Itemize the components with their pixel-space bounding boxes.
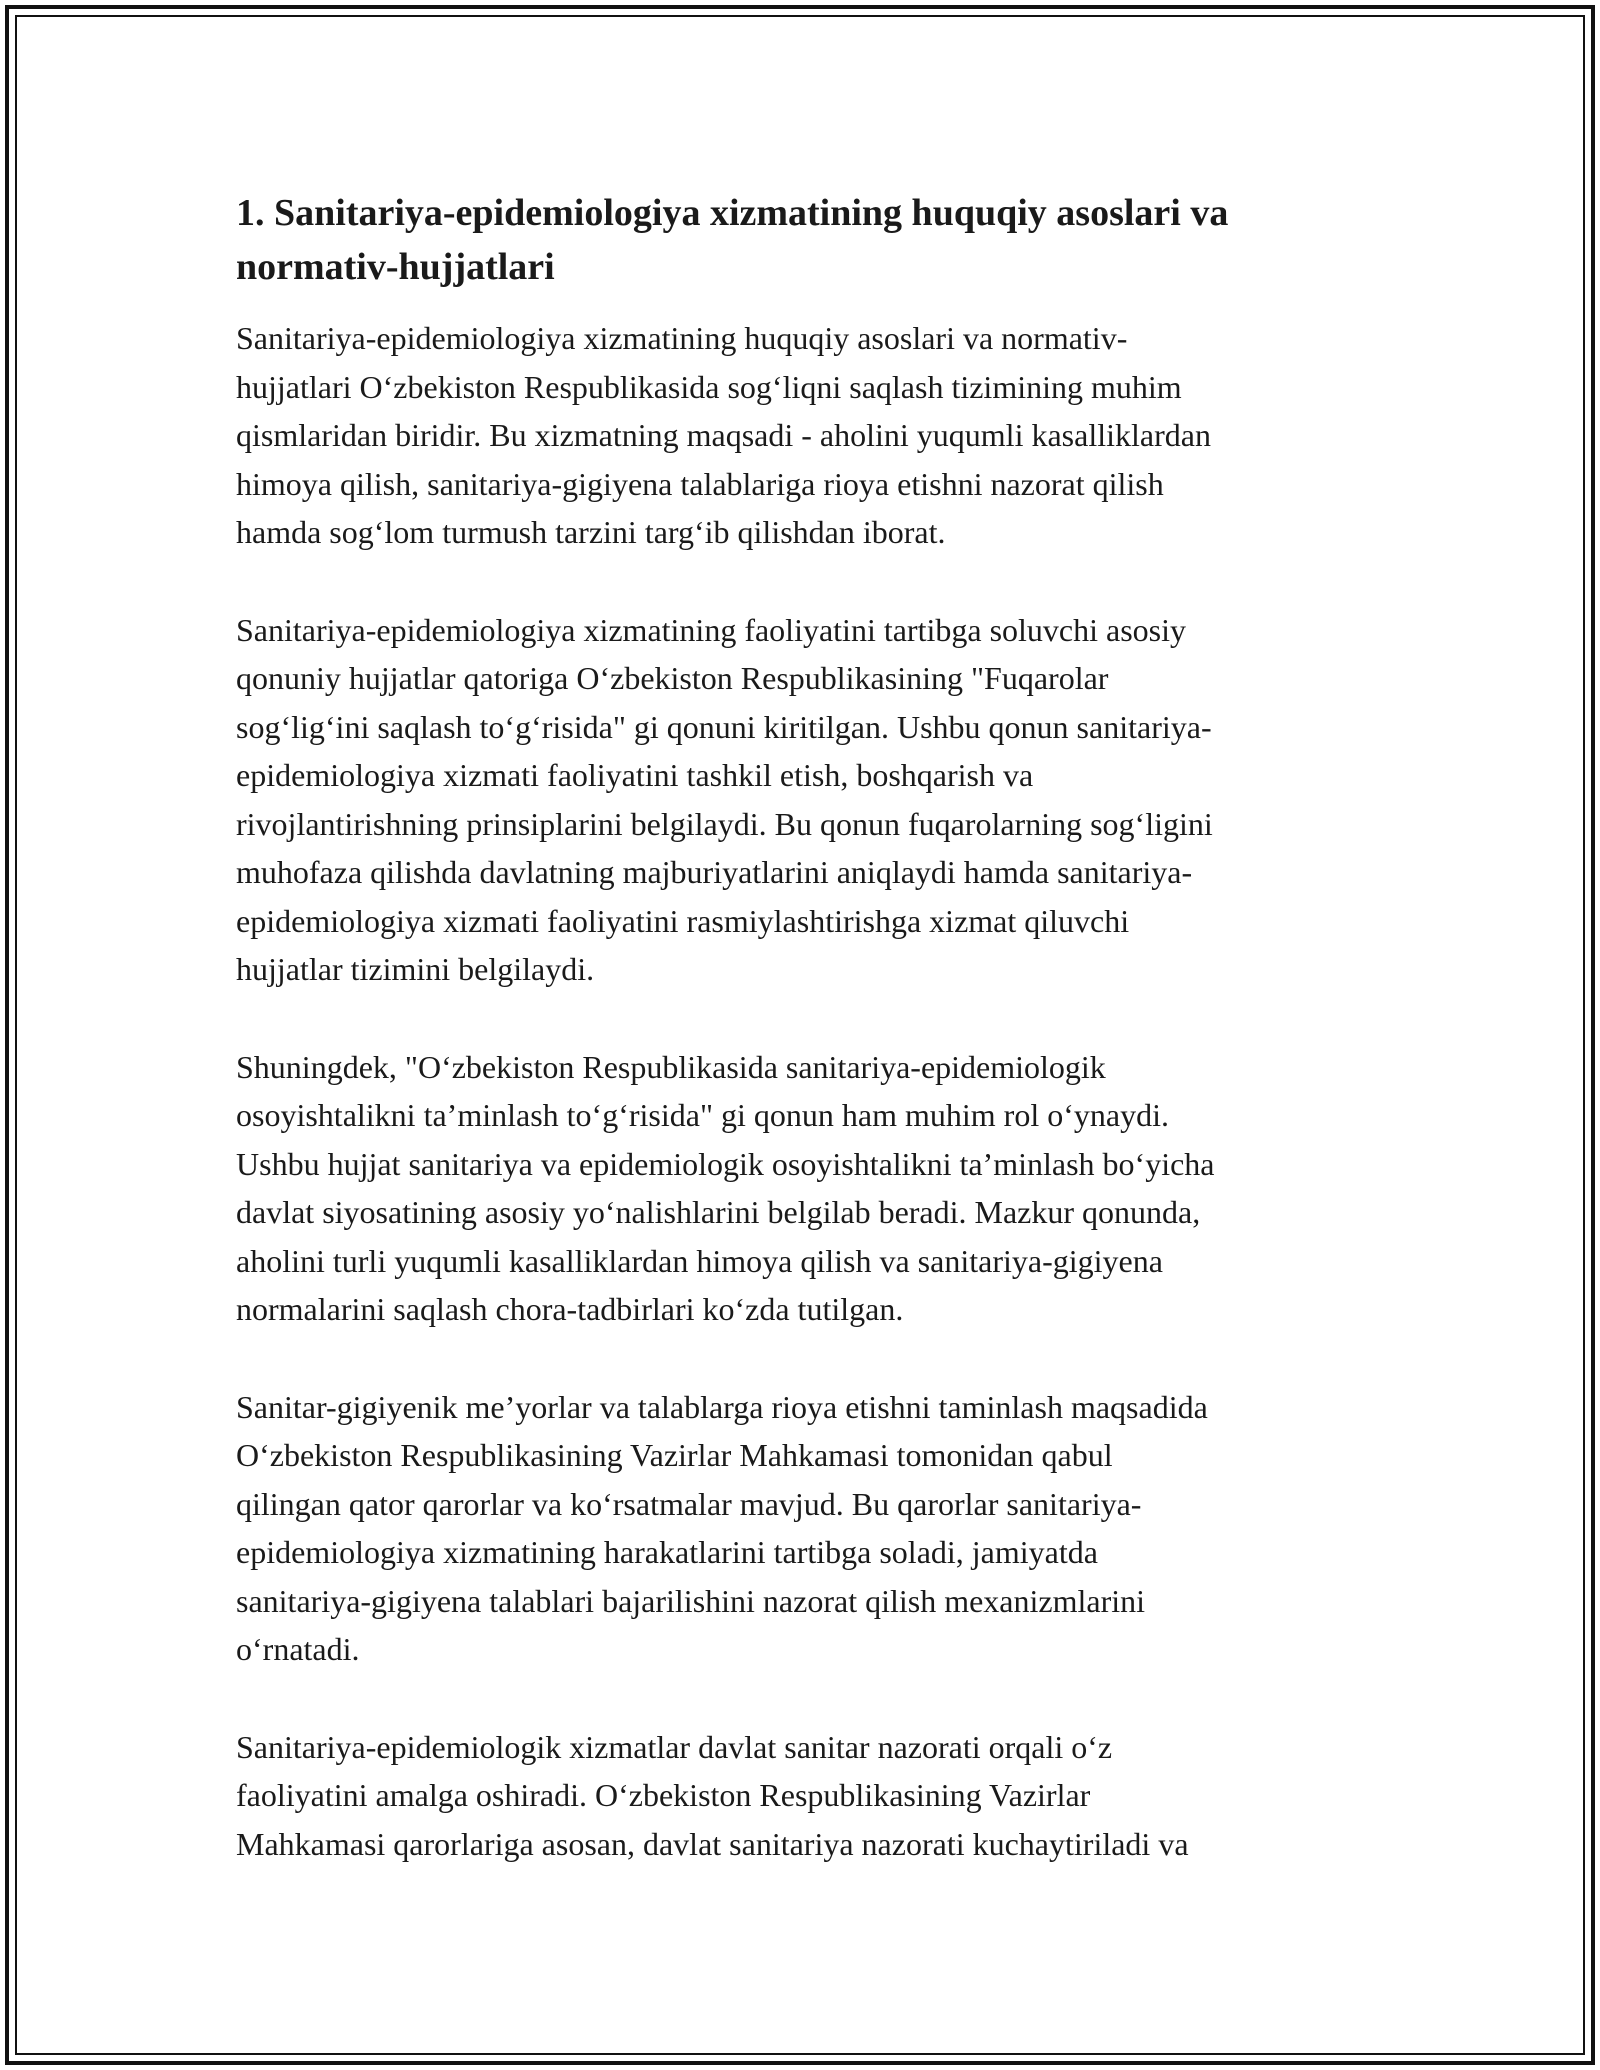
text-line: qismlaridan biridir. Bu xizmatning maqsadi - aholini yuqumli kasalliklardan <box>236 417 1211 453</box>
text-line: faoliyatini amalga oshiradi. O‘zbekiston Respublikasining Vazirlar <box>236 1777 1091 1813</box>
text-line: hujjatlar tizimini belgilaydi. <box>236 951 595 987</box>
text-line: qilingan qator qarorlar va ko‘rsatmalar mavjud. Bu qarorlar sanitariya- <box>236 1485 1142 1522</box>
text-line: Mahkamasi qarorlariga asosan, davlat sanitariya nazorati kuchaytiriladi va <box>236 1825 1189 1862</box>
text-line: himoya qilish, sanitariya-gigiyena talablariga rioya etishni nazorat qilish <box>236 465 1164 502</box>
text-line: Sanitar-gigiyenik me’yorlar va talablarga rioya etishni taminlash maqsadida <box>236 1388 1208 1425</box>
text-line: Sanitariya-epidemiologiya xizmatining huquqiy asoslari va normativ- <box>236 320 1128 356</box>
text-line: hujjatlari O‘zbekiston Respublikasida sog‘liqni saqlash tizimining muhim <box>236 368 1182 405</box>
heading-line: 1. Sanitariya-epidemiologiya xizmatining huquqiy asoslari va <box>236 192 1229 234</box>
text-line: davlat siyosatining asosiy yo‘nalishlarini belgilab beradi. Mazkur qonunda, <box>236 1194 1201 1230</box>
paragraph-3 <box>236 1043 1366 1334</box>
paragraph-4 <box>236 1383 1366 1674</box>
text-line: normalarini saqlash chora-tadbirlari ko‘zda tutilgan. <box>236 1291 904 1327</box>
text-line: Shuningdek, "O‘zbekiston Respublikasida sanitariya-epidemiologik <box>236 1048 1106 1085</box>
text-line: rivojlantirishning prinsiplarini belgilaydi. Bu qonun fuqarolarning sog‘ligini <box>236 805 1213 842</box>
section-heading <box>236 186 1366 294</box>
text-line: qonuniy hujjatlar qatoriga O‘zbekiston Respublikasining "Fuqarolar <box>236 660 1109 696</box>
text-line: Ushbu hujjat sanitariya va epidemiologik osoyishtalikni ta’minlash bo‘yicha <box>236 1145 1215 1182</box>
paragraph-5 <box>236 1723 1366 1869</box>
text-line: epidemiologiya xizmati faoliyatini tashkil etish, boshqarish va <box>236 757 1034 793</box>
text-line: hamda sog‘lom turmush tarzini targ‘ib qilishdan iborat. <box>236 514 946 550</box>
text-line: aholini turli yuqumli kasalliklardan himoya qilish va sanitariya-gigiyena <box>236 1242 1163 1279</box>
text-line: muhofaza qilishda davlatning majburiyatlarini aniqlaydi hamda sanitariya- <box>236 854 1193 890</box>
text-line: Sanitariya-epidemiologiya xizmatining faoliyatini tartibga soluvchi asosiy <box>236 611 1186 648</box>
paragraph-1 <box>236 314 1366 557</box>
text-line: epidemiologiya xizmati faoliyatini rasmiylashtirishga xizmat qiluvchi <box>236 902 1130 939</box>
text-line: epidemiologiya xizmatining harakatlarini tartibga soladi, jamiyatda <box>236 1534 1098 1570</box>
document-body <box>236 186 1366 1917</box>
text-line: sanitariya-gigiyena talablari bajarilishini nazorat qilish mexanizmlarini <box>236 1582 1146 1619</box>
text-line: Sanitariya-epidemiologik xizmatlar davlat sanitar nazorati orqali o‘z <box>236 1728 1113 1765</box>
text-line: sog‘lig‘ini saqlash to‘g‘risida" gi qonuni kiritilgan. Ushbu qonun sanitariya- <box>236 708 1212 745</box>
heading-line: normativ-hujjatlari <box>236 246 555 288</box>
paragraph-2 <box>236 606 1366 994</box>
text-line: O‘zbekiston Respublikasining Vazirlar Mahkamasi tomonidan qabul <box>236 1437 1113 1473</box>
text-line: osoyishtalikni ta’minlash to‘g‘risida" gi qonun ham muhim rol o‘ynaydi. <box>236 1097 1169 1133</box>
text-line: o‘rnatadi. <box>236 1631 360 1667</box>
